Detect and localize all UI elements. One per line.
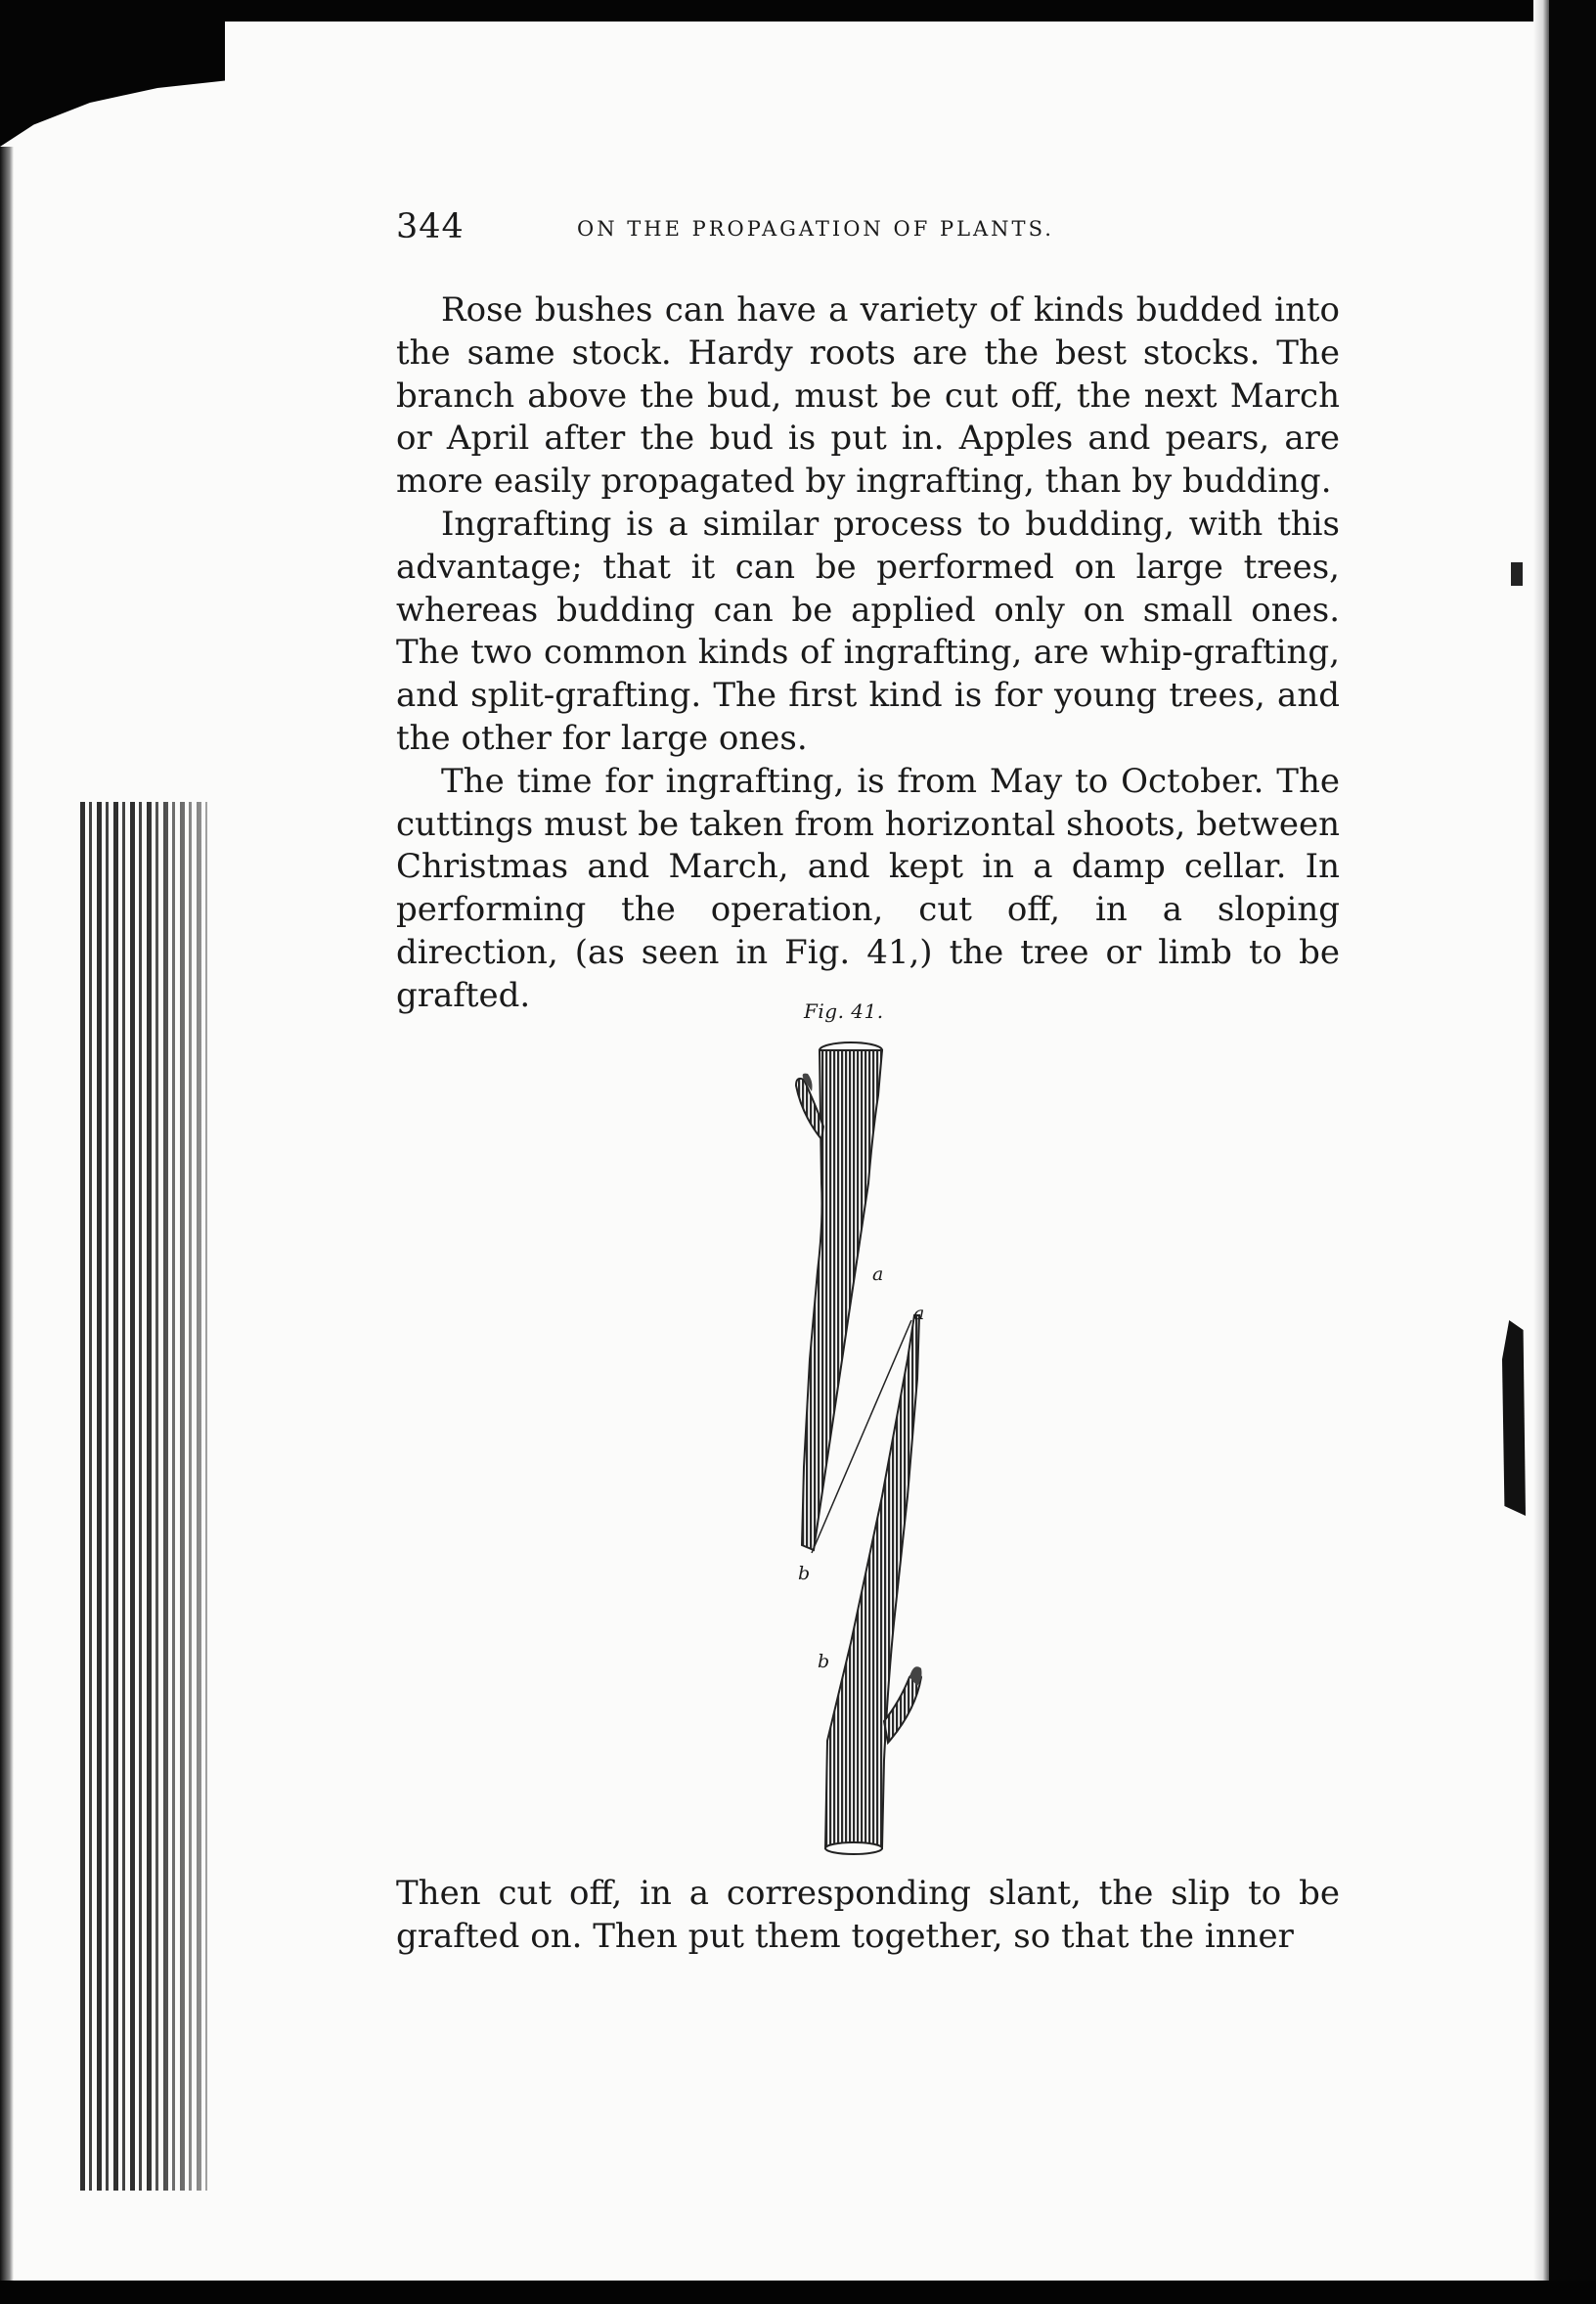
figure-label-a-slip: a — [913, 1303, 925, 1324]
paragraph-roses: Rose bushes can have a variety of kinds budded into the same stock. Hardy roots are the best stocks. The branch above the bud, must be cut off, the next March or April after the bud is put in. Apples and pears, are more easily propagated by ingrafting, than by budding. — [396, 290, 1340, 502]
edge-clip-mark — [1502, 1320, 1526, 1516]
scan-border-corner — [0, 0, 225, 147]
scan-border-right — [1549, 0, 1596, 2304]
scion-slip — [825, 1315, 922, 1854]
page-number: 344 — [396, 207, 465, 246]
body-text — [396, 289, 1340, 1018]
book-gutter-fade — [147, 763, 264, 2230]
running-title: ON THE PROPAGATION OF PLANTS. — [577, 217, 1054, 241]
figure-label-a-stock: a — [872, 1263, 884, 1285]
figure-label-b-slip: b — [818, 1651, 830, 1672]
figure-label-b-stock: b — [798, 1563, 811, 1584]
paragraph-continuation: Then cut off, in a corresponding slant, the slip to be grafted on. Then put them together, so that the inner — [396, 1874, 1340, 1956]
paragraph-timing: The time for ingrafting, is from May to October. The cuttings must be taken from horizontal shoots, between Christmas and March, and kept in a damp cellar. In performing the operation, cut off, in a sloping direction, (as seen in Fig. 41,) the tree or limb to be grafted. — [396, 761, 1340, 1015]
figure-caption: Fig. 41. — [804, 999, 884, 1023]
grafting-engraving — [763, 1037, 978, 1858]
page-edge-shadow — [1533, 0, 1549, 2304]
scan-border-bottom — [0, 2281, 1596, 2304]
continuation-text — [396, 1873, 1340, 1959]
stock-limb — [796, 1042, 882, 1550]
grafting-illustration — [763, 1037, 978, 1858]
running-head — [396, 207, 1384, 256]
paragraph-ingrafting: Ingrafting is a similar process to budding, with this advantage; that it can be performed on large trees, whereas budding can be applied only on small ones. The two common kinds of ingrafting, are whip-grafting, and split-grafting. The first kind is for young trees, and the other for large ones. — [396, 504, 1340, 758]
edge-clip-mark-small — [1511, 562, 1523, 586]
scan-border-left — [0, 147, 14, 2304]
scan-border-top — [0, 0, 1596, 22]
